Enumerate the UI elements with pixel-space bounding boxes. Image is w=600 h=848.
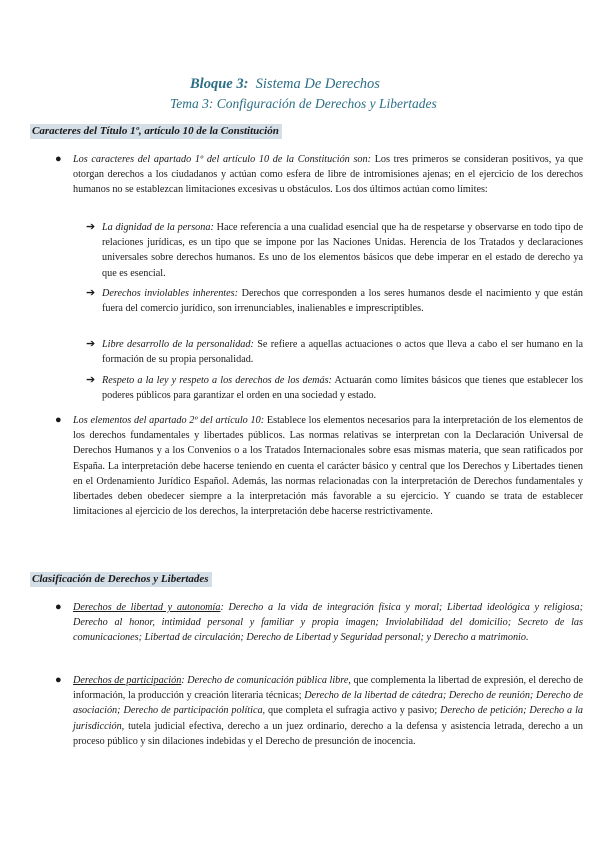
arrow-icon: ➔ [86,287,96,299]
paragraph-part: tutela judicial efectiva, derecho a un juez ordinario, derecho a la defensa y asistencia letrada, derecho a un proceso público y sin dilaciones indebidas y el Derecho de presunción de inocencia. [73,720,583,747]
bullet-dot: ● [55,153,62,165]
paragraph-participacion [73,673,583,749]
sub-item-lead: Derechos inviolables inherentes: [102,288,239,299]
paragraph-libertad-autonomia [73,600,583,646]
sub-item-libre-desarrollo [102,337,583,367]
sub-item-lead: Libre desarrollo de la personalidad: [102,339,254,350]
section-title-caracteres: Caracteres del Título 1º, artículo 10 de la Constitución [30,124,282,139]
title-bold: Bloque 3: [190,76,249,92]
paragraph-text: : Derecho a la vida de integración física y moral; Libertad ideológica y religiosa; Derecho al honor, intimidad personal y familiar y propia imagen; Inviolabilidad del domicilio; Secreto de las comunicaciones; Libertad de circulación; Derecho de Libertad y Seguridad personal; y Derecho a matrimonio. [73,602,583,644]
paragraph-elementos [73,413,583,519]
paragraph-part: que completa el sufragia activo y pasivo; [265,705,441,717]
sub-item-text: Se refiere a aquellas actuaciones o actos que lleva a cabo el ser humano en la formación de su propia personalidad. [102,339,583,366]
arrow-icon: ➔ [86,221,96,233]
paragraph-lead: Derechos de participación [73,675,182,686]
sub-item-lead: Respeto a la ley y respeto a los derechos de los demás: [102,375,332,386]
paragraph-text: Establece los elementos necesarios para la interpretación de los elementos de los derechos fundamentales y libertades públicos. Las normas relativas se interpretan con la Declaración Universal de Derechos Humanos y a los Convenios o a los Tratados Internacionales sobre esas mismas materia, que sean ratificados por España. La interpretación debe hacerse teniendo en cuenta el carácter básico y central que los Derechos y Libertades tienen en el Ordenamiento Jurídico Español. Además, las normas relacionadas con la interpretación de Derechos fundamentales y libertades deben obedecer siempre a la interpretación más favorable a su ejercicio. Y cuando se trata de establecer limitaciones al ejercicio de los derechos, la interpretación debe hacerse restrictivamente. [73,415,583,518]
paragraph-part: Derecho de la libertad de cátedra; Derecho de reunión; Derecho de asociación; Derecho de participación política, [73,690,583,717]
sub-item-lead: La dignidad de la persona: [102,222,214,233]
paragraph-lead: Los elementos del apartado 2º del artículo 10: [73,415,265,426]
section-title-clasificacion: Clasificación de Derechos y Libertades [30,572,212,587]
paragraph-text: Los tres primeros se consideran positivos, ya que otorgan derechos a los ciudadanos y actúan como esfera de libre de intromisiones ajenas; en el ejercicio de los derechos humanos no se establezcan limitaciones excesivas u obstáculos. Los dos últimos actúan como límites: [73,154,583,196]
document-subtitle: Tema 3: Configuración de Derechos y Libertades [170,96,437,111]
bullet-dot: ● [55,414,62,426]
sub-item-text: Derechos que corresponden a los seres humanos desde el nacimiento y que están fuera del comercio jurídico, son irrenunciables, inalienables e imprescriptibles. [102,288,583,315]
document-title [190,76,380,93]
sub-item-text: Actuarán como límites básicos que tienes que establecer los poderes públicos para garantizar el orden en una sociedad y estado. [102,375,583,402]
arrow-icon: ➔ [86,374,96,386]
paragraph-part: : Derecho de comunicación pública libre [181,675,349,686]
sub-item-text: Hace referencia a una cualidad esencial que ha de respetarse y observarse en todo tipo de relaciones jurídicas, es un tipo que se impone por las Naciones Unidas. Herencia de los Tratados y declaraciones universales sobre derechos humanos. Es uno de los elementos básicos que debe imperar en el estado de derecho ya que es esencial. [102,222,583,279]
paragraph-part: Derecho de petición; Derecho a la jurisdicción, [73,705,584,732]
bullet-dot: ● [55,601,62,613]
sub-item-inviolables [102,286,583,316]
sub-item-respeto [102,373,583,403]
bullet-dot: ● [55,674,62,686]
paragraph-caracteres [73,152,583,198]
paragraph-lead: Los caracteres del apartado 1º del artículo 10 de la Constitución son: [73,154,372,165]
paragraph-part: , que complementa la libertad de expresión, el derecho de información, la producción y creación literaria técnicas; [73,675,583,702]
sub-item-dignidad [102,220,583,281]
title-rest: Sistema De Derechos [255,76,380,92]
arrow-icon: ➔ [86,338,96,350]
paragraph-lead: Derechos de libertad y autonomía [73,602,221,613]
